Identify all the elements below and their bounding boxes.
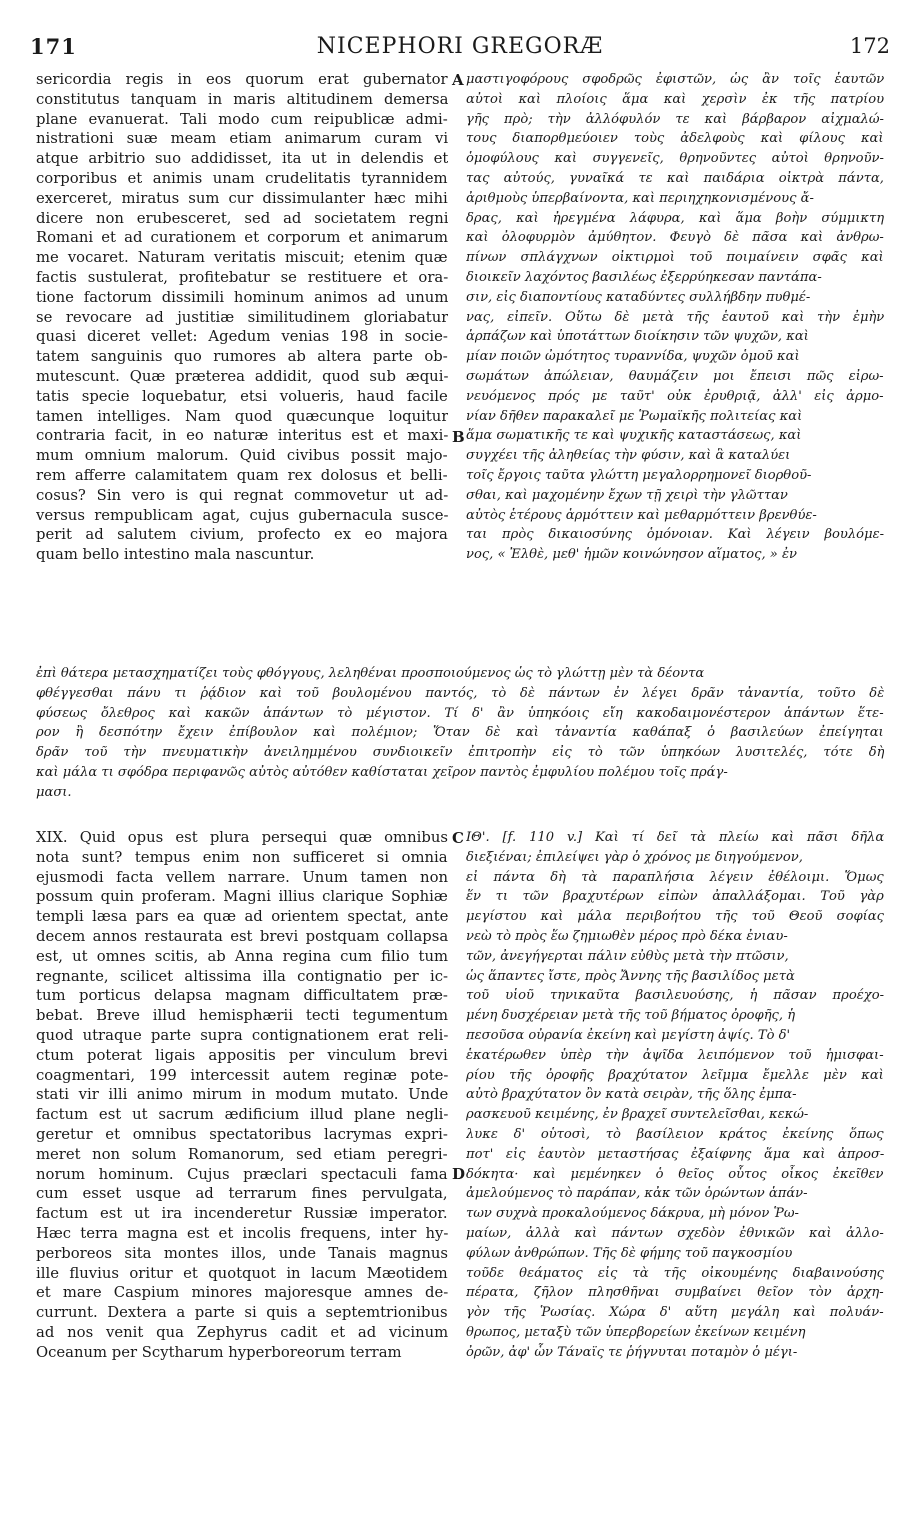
latin-text-line: rem afferre calamitatem quam rex dolosus et belli- bbox=[36, 466, 448, 484]
latin-text-line: quasi diceret vellet: Agedum venias 198 in socie- bbox=[36, 328, 448, 346]
greek-text-line: ἐπὶ θάτερα μετασχηματίζει τοὺς φθόγγους, λεληθέναι προσποιούμενος ὡς τὸ γλώττῃ μὲν τὰ δέοντα bbox=[36, 666, 705, 681]
latin-text-line: quam bello intestino mala nascuntur. bbox=[36, 546, 315, 564]
greek-text-line: διοικεῖν λαχόντος βασιλέως ἐξερρύηκεσαν παντάπα- bbox=[466, 269, 822, 285]
greek-text-line: νεὼ τὸ πρὸς ἕω ζημιωθὲν μέρος πρὸ δέκα ἐνιαυ- bbox=[466, 928, 788, 944]
greek-text-line: καὶ μάλα τι σφόδρα περιφανῶς αὐτὸς αὐτόθεν καθίσταται χεῖρον παντὸς ἐμφυλίου πολέμου τοῖς πράγ- bbox=[36, 764, 728, 780]
greek-text-line: μασι. bbox=[36, 784, 72, 800]
latin-text-line: tamen intelliges. Nam quod quæcunque loquitur bbox=[36, 407, 448, 425]
latin-text-line: contraria facit, in eo naturæ interitus est et maxi- bbox=[36, 427, 448, 445]
latin-text-line: ctum poterat ligais appositis per vinculum brevi bbox=[36, 1046, 448, 1064]
greek-text-line: αὐτοὶ καὶ πλοίοις ἅμα καὶ χερσὶν ἐκ τῆς πατρίου bbox=[466, 91, 884, 107]
running-title: NICEPHORI GREGORÆ bbox=[316, 34, 604, 59]
greek-text-line: σιν, εἰς διαποντίους καταδύντες συλλήβδην πυθμέ- bbox=[466, 289, 811, 305]
margin-marker-c: C bbox=[452, 829, 464, 847]
latin-text-line: factum est ut sacrum ædificium illud plane negli- bbox=[36, 1106, 448, 1124]
greek-text-line: τους διαπορθμεύοιεν τοὺς ἀδελφοὺς καὶ φίλους καὶ bbox=[466, 131, 884, 147]
latin-text-line: sericordia regis in eos quorum erat gubernator bbox=[36, 71, 448, 88]
latin-text-line: exerceret, miratus sum cur dissimulanter hæc mihi bbox=[36, 189, 448, 207]
greek-text-line: καὶ ὀλοφυρμὸν ἀμύθητον. Φευγὸ δὲ πᾶσα καὶ ἀνθρω- bbox=[466, 230, 884, 246]
greek-text-line: τῶν, ἀνεγήγερται πάλιν εὐθὺς μετὰ τὴν πτῶσιν, bbox=[466, 948, 789, 964]
latin-text-line: possum quin proferam. Magni illius clarique Sophiæ bbox=[36, 888, 448, 906]
latin-text-line: nistrationi suæ meam etiam animarum curam vi bbox=[36, 130, 448, 148]
latin-text-line: regnante, scilicet altissima illa contignatio per ic- bbox=[36, 967, 448, 985]
latin-text-line: est, ut omnes scitis, ab Anna regina cum filio tum bbox=[36, 947, 448, 965]
greek-text-line: τας αὐτούς, γυναῖκά τε καὶ παιδάρια οἰκτρὰ πάντα, bbox=[466, 170, 884, 186]
latin-text-line: Romani et ad curationem et corporum et animarum bbox=[36, 229, 448, 247]
latin-text-line: templi læsa pars ea quæ ad orientem spectat, ante bbox=[36, 908, 448, 926]
greek-text-line: ἑκατέρωθεν ὑπὲρ τὴν ἀψῖδα λειπόμενον τοῦ ἡμισφαι- bbox=[466, 1047, 884, 1063]
latin-text-line: tione factorum dissimili hominum animos ad unum bbox=[36, 288, 448, 306]
latin-text-line: coagmentari, 199 intercessit autem reginæ pote- bbox=[36, 1066, 448, 1084]
latin-text-line: ille fluvius oritur et quotquot in lacum Mæotidem bbox=[36, 1264, 448, 1282]
latin-text-line: factis sustulerat, profitebatur se restituere et ora- bbox=[36, 268, 448, 286]
greek-text-line: ἕν τι τῶν βραχυτέρων εἰπὼν ἀπαλλάξομαι. Τοῦ γὰρ bbox=[466, 889, 884, 905]
latin-text-line: decem annos restaurata est brevi postquam collapsa bbox=[36, 927, 448, 945]
greek-text-line: ρίου τῆς ὀροφῆς βραχύτατον λεῖμμα ἔμελλε μὲν καὶ bbox=[466, 1067, 884, 1083]
latin-text-line: XIX. Quid opus est plura persequi quæ omnibus bbox=[36, 829, 448, 846]
greek-text-line: τοῦ υἱοῦ τηνικαῦτα βασιλευούσης, ἡ πᾶσαν προέχο- bbox=[466, 988, 884, 1004]
greek-text-line: φύλων ἀνθρώπων. Τῆς δὲ φήμης τοῦ παγκοσμίου bbox=[466, 1245, 793, 1261]
latin-text-line: mutescunt. Quæ præterea addidit, quod sub æqui- bbox=[36, 367, 448, 385]
latin-text-line: ad nos venit qua Zephyrus cadit et ad vicinum bbox=[36, 1323, 448, 1341]
greek-text-line: ποτ' εἰς ἑαυτὸν μεταστήσας ἐξαίφνης ἅμα καὶ ἀπροσ- bbox=[466, 1146, 884, 1162]
latin-text-line: Hæc terra magna est et incolis frequens, inter hy- bbox=[36, 1224, 448, 1242]
greek-text-line: μίαν ποιῶν ὠμότητος τυραννίδα, ψυχῶν ὁμοῦ καὶ bbox=[466, 349, 800, 365]
latin-text-line: tatis specie loquebatur, etsi volueris, haud facile bbox=[36, 387, 448, 405]
latin-text-line: nota sunt? tempus enim non sufficeret si omnia bbox=[36, 848, 448, 866]
greek-text-line: θρωπος, μεταξὺ τῶν ὑπερβορείων ἐκείνων κειμένη bbox=[466, 1324, 806, 1340]
latin-text-line: meret non solum Romanorum, sed etiam peregri- bbox=[36, 1145, 448, 1163]
margin-marker-a: A bbox=[452, 71, 464, 89]
greek-text-line: ἅμα σωματικῆς τε καὶ ψυχικῆς καταστάσεως, καὶ bbox=[466, 428, 802, 444]
greek-text-line: γὸν τῆς Ῥωσίας. Χώρα δ' αὕτη μεγάλη καὶ πολυάν- bbox=[466, 1305, 884, 1321]
latin-text-line: stati vir illi animo mirum in modum mutato. Unde bbox=[36, 1086, 448, 1104]
greek-text-line: δόκητα· καὶ μεμένηκεν ὁ θεῖος οὗτος οἶκος ἐκεῖθεν bbox=[466, 1166, 884, 1182]
greek-text-line: ΙΘ'. [f. 110 v.] Καὶ τί δεῖ τὰ πλείω καὶ πᾶσι δῆλα bbox=[466, 830, 884, 845]
latin-text-line: tum porticus delapsa magnam difficultatem præ- bbox=[36, 987, 448, 1005]
greek-text-line: νος, « Ἐλθὲ, μεθ' ἡμῶν κοινώνησον αἵματος, » ἐν bbox=[466, 547, 797, 563]
right-page-number: 172 bbox=[849, 34, 890, 58]
running-header bbox=[30, 30, 890, 60]
latin-text-line: cosus? Sin vero is qui regnat commovetur ut ad- bbox=[36, 486, 448, 504]
latin-text-line: et mare Caspium minores majoresque amnes de- bbox=[36, 1284, 448, 1302]
greek-column-upper bbox=[466, 70, 884, 565]
latin-text-line: tatem sanguinis quo rumores ab altera parte ob- bbox=[36, 348, 448, 366]
greek-text-line: αὐτὸς ἑτέρους ἁρμόττειν καὶ μεθαρμόττειν βρενθύε- bbox=[466, 507, 817, 523]
latin-text-line: corporibus et animis unam crudelitatis tyrannidem bbox=[36, 169, 448, 187]
greek-text-line: δρας, καὶ ἠρεγμένα λάφυρα, καὶ ἅμα βοὴν σύμμικτη bbox=[466, 210, 884, 226]
greek-text-line: διεξιέναι; ἐπιλείψει γὰρ ὁ χρόνος με διηγούμενον, bbox=[466, 849, 803, 865]
greek-text-line: των συχνὰ προκαλούμενος δάκρυα, μὴ μόνον Ῥω- bbox=[466, 1206, 799, 1222]
greek-text-line: σθαι, καὶ μαχομένην ἔχων τῇ χειρὶ τὴν γλῶτταν bbox=[466, 487, 788, 503]
latin-column-upper bbox=[36, 70, 448, 565]
greek-column-lower bbox=[466, 828, 884, 1363]
latin-text-line: dicere non erubesceret, sed ad societatem regni bbox=[36, 209, 448, 227]
latin-text-line: atque arbitrio suo addidisset, ita ut in delendis et bbox=[36, 150, 448, 168]
greek-text-line: νευόμενος πρός με ταῦτ' οὐκ ἐρυθριᾷ, ἀλλ' εἰς ἀρμο- bbox=[466, 388, 884, 404]
left-page-number: 171 bbox=[30, 34, 77, 59]
greek-text-line: ὁμοφύλους καὶ συγγενεῖς, θρηνοῦντες αὐτοὶ θρηνοῦν- bbox=[466, 151, 884, 167]
greek-text-line: δρᾶν τοῦ τὴν πνευματικὴν ἀνειλημμένου συνδιοικεῖν ἐπιτροπὴν εἰς τὸ τῶν ὑπηκόων λυσιτελές, τότε δὴ bbox=[36, 745, 884, 761]
latin-text-line: ejusmodi facta vellem narrare. Unum tamen non bbox=[36, 868, 448, 886]
latin-text-line: constitutus tanquam in maris altitudinem demersa bbox=[36, 90, 448, 108]
greek-text-line: τοῦδε θεάματος εἰς τὰ τῆς οἰκουμένης διαβαινούσης bbox=[466, 1265, 884, 1281]
greek-text-line: ἀριθμοὺς ὑπερβαίνοντα, καὶ περιηχηκονισμένους ἄ- bbox=[466, 190, 814, 206]
greek-text-line: νίαν δῆθεν παρακαλεῖ με Ῥωμαϊκῆς πολιτείας καὶ bbox=[466, 408, 803, 424]
greek-text-line: ὡς ἅπαντες ἴστε, πρὸς Ἄννης τῆς βασιλίδος μετὰ bbox=[466, 968, 795, 984]
greek-text-line: συγχέει τῆς ἀληθείας τὴν φύσιν, καὶ ἃ καταλύει bbox=[466, 448, 791, 464]
greek-text-line: νας, εἰπεῖν. Οὕτω δὲ μετὰ τῆς ἑαυτοῦ καὶ τὴν ἐμὴν bbox=[466, 309, 884, 325]
latin-text-line: mum omnium malorum. Quid civibus possit majo- bbox=[36, 447, 448, 465]
greek-text-line: ρον ἢ δεσπότην ἔχειν ἐπίβουλον καὶ πολέμιον; Ὅταν δὲ καὶ τἀναντία καθάπαξ ὁ βασιλεύων ἐπείγηται bbox=[36, 725, 884, 741]
greek-text-line: μεγίστου καὶ μάλα περιβοήτου τῆς τοῦ Θεοῦ σοφίας bbox=[466, 909, 884, 925]
latin-text-line: norum hominum. Cujus præclari spectaculi fama bbox=[36, 1165, 448, 1183]
greek-text-line: τοῖς ἔργοις ταῦτα γλώττη μεγαλορρημονεῖ διορθοῦ- bbox=[466, 467, 812, 483]
latin-text-line: Oceanum per Scytharum hyperboreorum terram bbox=[36, 1343, 402, 1361]
greek-text-line: ὀρῶν, ἀφ' ὧν Τάναϊς τε ῥήγνυται ποταμὸν ὁ μέγι- bbox=[466, 1344, 798, 1360]
latin-text-line: bebat. Breve illud hemisphærii tecti tegumentum bbox=[36, 1007, 448, 1025]
greek-text-line: γῆς πρὸ; τὴν ἀλλόφυλόν τε καὶ βάρβαρον αἰχμαλώ- bbox=[466, 111, 884, 127]
greek-text-line: πίνων σπλάγχνων οἰκτιρμοὶ τοῦ ποιμαίνειν σφᾶς καὶ bbox=[466, 250, 884, 266]
latin-text-line: cum esset usque ad terrarum fines pervulgata, bbox=[36, 1185, 448, 1203]
greek-text-line: λυκε δ' οὑτοσὶ, τὸ βασίλειον κράτος ἐκείνης ὅπως bbox=[466, 1126, 884, 1142]
greek-text-line: μαίων, ἀλλὰ καὶ πάντων σχεδὸν ἐθνικῶν καὶ ἀλλο- bbox=[466, 1225, 884, 1241]
latin-column-lower bbox=[36, 828, 448, 1363]
latin-text-line: quod utraque parte supra contignationem erat reli- bbox=[36, 1026, 448, 1044]
latin-text-line: factum est ut ira incenderetur Russiæ imperator. bbox=[36, 1205, 448, 1223]
greek-text-line: πεσοῦσα οὐρανία ἐκείνη καὶ μεγίστη ἀψίς. Τὸ δ' bbox=[466, 1027, 791, 1043]
greek-text-line: μαστιγοφόρους σφοδρῶς ἐφιστῶν, ὡς ἂν τοῖς ἑαυτῶν bbox=[466, 72, 884, 87]
greek-text-line: ἁρπάζων καὶ ὑποτάττων διοίκησιν τῶν ψυχῶν, καὶ bbox=[466, 329, 809, 345]
greek-text-line: ρασκευοῦ κειμένης, ἐν βραχεῖ συντελεῖσθαι, κεκώ- bbox=[466, 1107, 809, 1123]
margin-marker-b: B bbox=[452, 428, 465, 446]
latin-text-line: geretur et omnibus spectatoribus lacrymas expri- bbox=[36, 1125, 448, 1143]
greek-text-line: πέρατα, ζῆλον πλησθῆναι συμβαίνει θεῖον τὸν ἀρχη- bbox=[466, 1285, 884, 1301]
latin-text-line: perboreos sita montes illos, unde Tanais magnus bbox=[36, 1244, 448, 1262]
greek-text-line: αὐτὸ βραχύτατον ὂν κατὰ σειρὰν, τῆς ὅλης ἐμπα- bbox=[466, 1087, 797, 1103]
greek-text-line: μένη δυσχέρειαν μετὰ τῆς τοῦ βήματος ὀροφῆς, ἡ bbox=[466, 1008, 796, 1024]
greek-text-line: φύσεως ὄλεθρος καὶ κακῶν ἁπάντων τὸ μέγιστον. Τί δ' ἂν ὑπηκόοις εἴη κακοδαιμονέστερον ἁπάντων ἕτε- bbox=[36, 705, 884, 721]
greek-text-line: εἰ πάντα δὴ τὰ παραπλήσια λέγειν ἐθέλοιμι. Ὅμως bbox=[466, 869, 884, 885]
greek-text-line: ἀμελούμενος τὸ παράπαν, κἀκ τῶν ὁρώντων ἁπάν- bbox=[466, 1186, 808, 1202]
latin-text-line: me vocaret. Naturam veritatis miscuit; etenim quæ bbox=[36, 249, 448, 267]
latin-text-line: currunt. Dextera a parte si quis a septemtrionibus bbox=[36, 1304, 448, 1322]
greek-text-line: σωμάτων ἀπώλειαν, θαυμάζειν μοι ἔπεισι πῶς εἰρω- bbox=[466, 368, 884, 384]
margin-marker-d: D bbox=[452, 1165, 466, 1183]
greek-text-line: ται πρὸς δικαιοσύνης ὁμόνοιαν. Καὶ λέγειν βουλόμε- bbox=[466, 527, 884, 543]
greek-full-width-paragraph bbox=[36, 664, 884, 803]
latin-text-line: versus rempublicam agat, cujus gubernacula susce- bbox=[36, 506, 448, 524]
latin-text-line: se revocare ad justitiæ similitudinem gloriabatur bbox=[36, 308, 448, 326]
latin-text-line: plane evanuerat. Tali modo cum reipublicæ admi- bbox=[36, 110, 448, 128]
greek-text-line: φθέγγεσθαι πάνυ τι ῥᾴδιον καὶ τοῦ βουλομένου παντός, τὸ δὲ πάντων ἐν λέγει δρᾶν τἀναντία, τοῦτο δὲ bbox=[36, 685, 884, 701]
latin-text-line: perit ad salutem civium, profecto ex eo majora bbox=[36, 526, 448, 544]
